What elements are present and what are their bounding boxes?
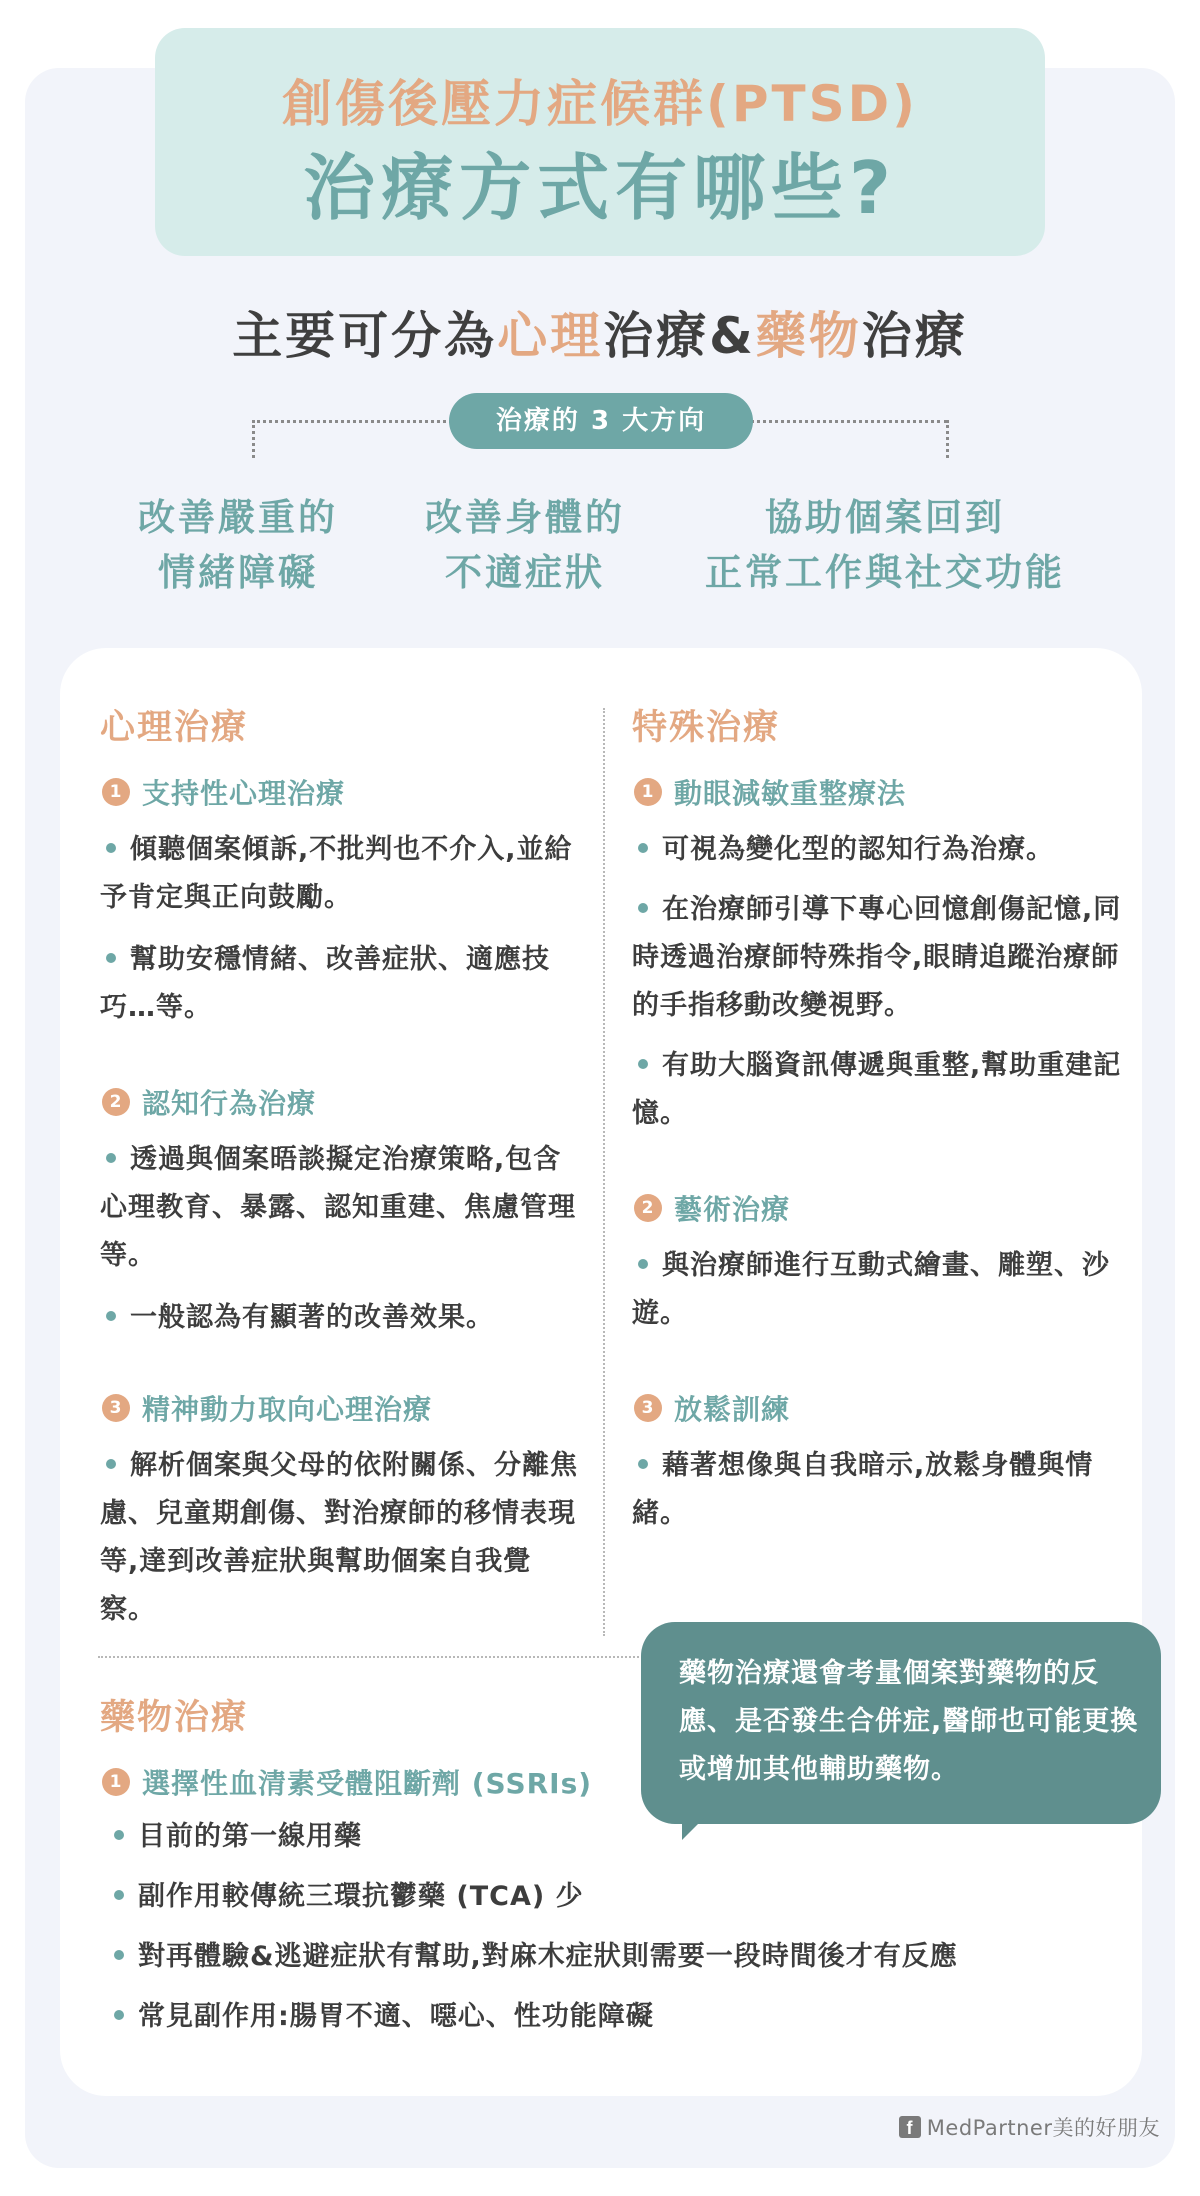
psych-title: 心理治療 [100,708,249,748]
bullet-item [632,886,1122,1030]
number-badge: 3 [634,1394,662,1422]
bullet-text: 副作用較傳統三環抗鬱藥 (TCA) 少 [138,1881,584,1912]
sub-heading-label: 動眼減敏重整療法 [674,777,907,810]
direction-line: 協助個案回到 [765,496,1005,539]
sub-heading-label: 藝術治療 [674,1193,791,1226]
bullet-item [100,1136,580,1280]
direction-item [118,490,358,600]
direction-line: 正常工作與社交功能 [705,551,1065,594]
special-title: 特殊治療 [632,708,781,748]
column-divider [603,708,605,1636]
bullet-text: 一般認為有顯著的改善效果。 [130,1302,494,1333]
direction-line: 不適症狀 [445,551,605,594]
bullet-icon [638,1259,648,1269]
sub-heading-label: 放鬆訓練 [674,1393,791,1426]
bullet-icon [114,1830,124,1840]
bullet-icon [106,953,116,963]
connector-left [252,420,452,423]
bullet-item [100,1442,580,1634]
direction-line: 改善身體的 [425,496,625,539]
bullet-text: 有助大腦資訊傳遞與重整,幫助重建記憶。 [632,1050,1122,1129]
bullet-text: 可視為變化型的認知行為治療。 [662,834,1054,865]
footer-brand [899,2112,1160,2142]
special-sub-heading [634,1388,790,1428]
title-banner [155,28,1045,256]
subtitle-part-1: 主要可分為 [232,307,498,365]
subtitle-accent-psych: 心理 [497,307,604,365]
number-badge: 2 [634,1194,662,1222]
sub-heading-label: 精神動力取向心理治療 [142,1393,433,1426]
bullet-text: 在治療師引導下專心回憶創傷記憶,同時透過治療師特殊指令,眼睛追蹤治療師的手指移動改變視野。 [632,894,1122,1021]
connector-right [750,420,948,423]
medication-bullet [108,1874,584,1913]
bullet-icon [106,1459,116,1469]
subtitle-part-3: 治療 [861,307,968,365]
bullet-item [632,826,1122,874]
bullet-text: 幫助安穩情緒、改善症狀、適應技巧…等。 [100,944,550,1023]
bubble-tail [682,1818,704,1840]
bullet-icon [638,843,648,853]
bullet-icon [638,1059,648,1069]
direction-line: 改善嚴重的 [138,496,338,539]
bullet-item [632,1442,1122,1538]
bullet-icon [114,2010,124,2020]
subtitle-part-2: 治療& [603,307,756,365]
medication-bullet [108,1814,362,1853]
direction-item [690,490,1080,600]
number-badge: 1 [634,778,662,806]
medication-sub-heading [102,1762,592,1802]
connector-right-drop [946,420,949,458]
brand-name: MedPartner美的好朋友 [926,2116,1160,2140]
note-text: 藥物治療還會考量個案對藥物的反應、是否發生合併症,醫師也可能更換或增加其他輔助藥物。 [679,1658,1139,1785]
medication-title: 藥物治療 [100,1698,249,1738]
bullet-text: 透過與個案晤談擬定治療策略,包含心理教育、暴露、認知重建、焦慮管理等。 [100,1144,576,1271]
note-bubble [641,1622,1161,1824]
number-badge: 1 [102,778,130,806]
sub-heading-label: 支持性心理治療 [142,777,346,810]
bullet-item [100,936,580,1032]
facebook-icon: f [899,2116,921,2138]
bullet-item [632,1242,1122,1338]
title-line-1: 創傷後壓力症候群(PTSD) [282,75,918,133]
bullet-icon [106,1311,116,1321]
direction-item [405,490,645,600]
psych-sub-heading [102,772,345,812]
bullet-icon [106,843,116,853]
number-badge: 1 [102,1768,130,1796]
bullet-text: 藉著想像與自我暗示,放鬆身體與情緒。 [632,1450,1094,1529]
psych-sub-heading [102,1082,316,1122]
connector-left-drop [252,420,255,458]
title-line-2: 治療方式有哪些? [303,146,897,230]
bullet-text: 常見副作用:腸胃不適、噁心、性功能障礙 [138,2001,654,2032]
bullet-text: 傾聽個案傾訴,不批判也不介入,並給予肯定與正向鼓勵。 [100,834,573,913]
bullet-item [100,826,580,922]
directions-pill: 治療的 3 大方向 [449,393,753,449]
bullet-icon [114,1890,124,1900]
special-sub-heading [634,772,906,812]
bullet-icon [638,903,648,913]
bullet-item [100,1294,580,1342]
medication-bullet [108,1994,654,2033]
subtitle-accent-med: 藥物 [755,307,862,365]
sub-heading-label: 認知行為治療 [142,1087,317,1120]
bullet-icon [106,1153,116,1163]
direction-line: 情緒障礙 [158,551,318,594]
subtitle [0,296,1200,368]
bullet-icon [114,1950,124,1960]
bullet-text: 解析個案與父母的依附關係、分離焦慮、兒童期創傷、對治療師的移情表現等,達到改善症狀與幫助個案自我覺察。 [100,1450,578,1625]
medication-bullet [108,1934,958,1973]
section-divider [98,1656,658,1658]
bullet-text: 對再體驗&逃避症狀有幫助,對麻木症狀則需要一段時間後才有反應 [138,1941,958,1972]
special-sub-heading [634,1188,790,1228]
psych-sub-heading [102,1388,432,1428]
number-badge: 3 [102,1394,130,1422]
bullet-text: 與治療師進行互動式繪畫、雕塑、沙遊。 [632,1250,1110,1329]
bullet-item [632,1042,1122,1138]
sub-heading-label: 選擇性血清素受體阻斷劑 (SSRIs) [142,1767,593,1800]
bullet-text: 目前的第一線用藥 [138,1821,362,1852]
number-badge: 2 [102,1088,130,1116]
bullet-icon [638,1459,648,1469]
